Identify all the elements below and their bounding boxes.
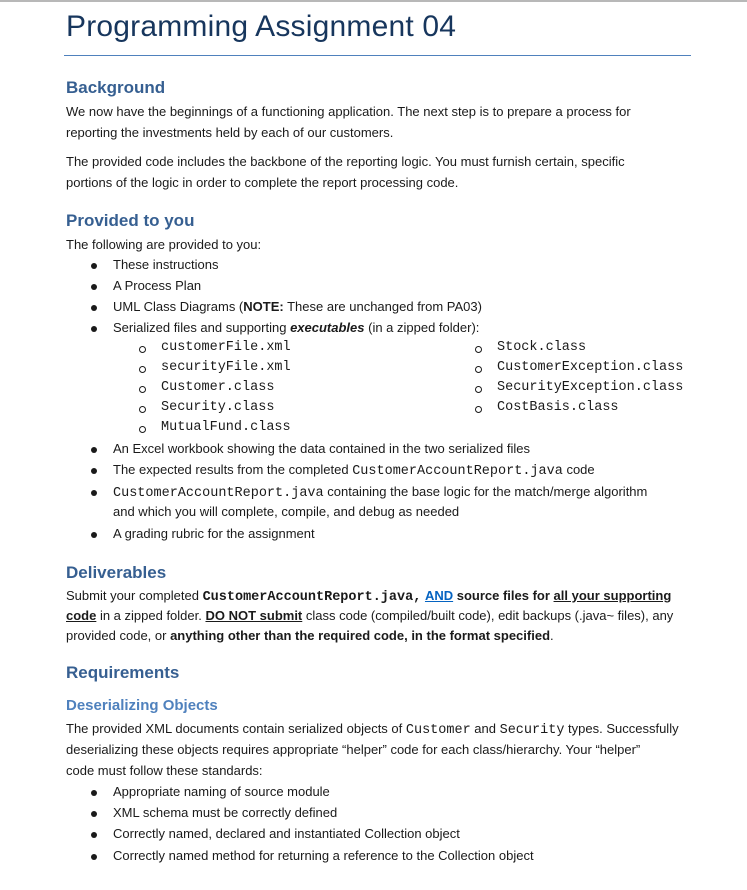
bullet-dot	[91, 490, 97, 496]
provided-item-process-plan: A Process Plan	[113, 278, 202, 293]
file-item: MutualFund.class	[161, 420, 291, 435]
bullet-dot	[91, 790, 97, 796]
provided-item-uml: UML Class Diagrams (NOTE: These are unchanged from PA03)	[113, 299, 482, 314]
sub-bullet-circle	[139, 426, 146, 433]
deliverables-line1: Submit your completed CustomerAccountReport.java, AND source files for all your supporting	[66, 588, 672, 605]
bullet-dot	[91, 447, 97, 453]
background-heading: Background	[66, 78, 166, 97]
sub-bullet-circle	[475, 366, 482, 373]
bullet-dot	[91, 305, 97, 311]
top-border	[0, 0, 747, 2]
sub-bullet-circle	[475, 406, 482, 413]
provided-item-instructions: These instructions	[113, 257, 219, 272]
file-item: Stock.class	[497, 340, 587, 355]
provided-intro: The following are provided to you:	[66, 237, 262, 252]
requirements-heading: Requirements	[66, 663, 180, 682]
bullet-dot	[91, 532, 97, 538]
bullet-dot	[91, 263, 97, 269]
requirements-line1: The provided XML documents contain serialized objects of Customer and Security types. Successfully	[66, 721, 679, 738]
bullet-dot	[91, 811, 97, 817]
title-rule	[64, 55, 691, 56]
bullet-dot	[91, 854, 97, 860]
requirement-item: Correctly named, declared and instantiated Collection object	[113, 826, 460, 841]
sub-bullet-circle	[139, 386, 146, 393]
sub-bullet-circle	[139, 366, 146, 373]
page-title: Programming Assignment 04	[66, 10, 457, 43]
and-link[interactable]: AND	[424, 588, 454, 603]
background-p1-line2: reporting the investments held by each of our customers.	[66, 125, 394, 140]
requirement-item: Appropriate naming of source module	[113, 784, 330, 799]
requirement-item: Correctly named method for returning a reference to the Collection object	[113, 848, 534, 863]
provided-item-expected: The expected results from the completed CustomerAccountReport.java code	[113, 462, 595, 479]
background-p2-line1: The provided code includes the backbone of the reporting logic. You must furnish certain, specific	[66, 154, 625, 169]
provided-heading: Provided to you	[66, 211, 195, 230]
provided-item-rubric: A grading rubric for the assignment	[113, 526, 315, 541]
requirements-line3: code must follow these standards:	[66, 763, 263, 778]
provided-item-serialized: Serialized files and supporting executables (in a zipped folder):	[113, 320, 480, 335]
bullet-dot	[91, 468, 97, 474]
provided-item-report-java: CustomerAccountReport.java containing the base logic for the match/merge algorithm	[113, 484, 648, 501]
sub-bullet-circle	[139, 406, 146, 413]
background-p2-line2: portions of the logic in order to complete the report processing code.	[66, 175, 459, 190]
deliverables-line2: code in a zipped folder. DO NOT submit class code (compiled/built code), edit backups (.java~ files), any	[66, 608, 674, 623]
file-item: CostBasis.class	[497, 400, 619, 415]
bullet-dot	[91, 832, 97, 838]
provided-item-excel: An Excel workbook showing the data contained in the two serialized files	[113, 441, 530, 456]
provided-item-report-java-line2: and which you will complete, compile, and debug as needed	[113, 504, 460, 519]
requirement-item: XML schema must be correctly defined	[113, 805, 338, 820]
sub-bullet-circle	[139, 346, 146, 353]
deserializing-heading: Deserializing Objects	[66, 697, 218, 714]
file-item: securityFile.xml	[161, 360, 291, 375]
requirements-line2: deserializing these objects requires appropriate “helper” code for each class/hierarchy. Your “helper”	[66, 742, 641, 757]
file-item: Customer.class	[161, 380, 275, 395]
file-item: CustomerException.class	[497, 360, 684, 375]
deliverables-heading: Deliverables	[66, 563, 167, 582]
sub-bullet-circle	[475, 386, 482, 393]
bullet-dot	[91, 326, 97, 332]
file-item: customerFile.xml	[161, 340, 291, 355]
bullet-dot	[91, 284, 97, 290]
sub-bullet-circle	[475, 346, 482, 353]
deliverables-line3: provided code, or anything other than the required code, in the format specified.	[66, 628, 554, 643]
file-item: Security.class	[161, 400, 275, 415]
file-item: SecurityException.class	[497, 380, 684, 395]
background-p1-line1: We now have the beginnings of a functioning application. The next step is to prepare a process for	[66, 104, 631, 119]
